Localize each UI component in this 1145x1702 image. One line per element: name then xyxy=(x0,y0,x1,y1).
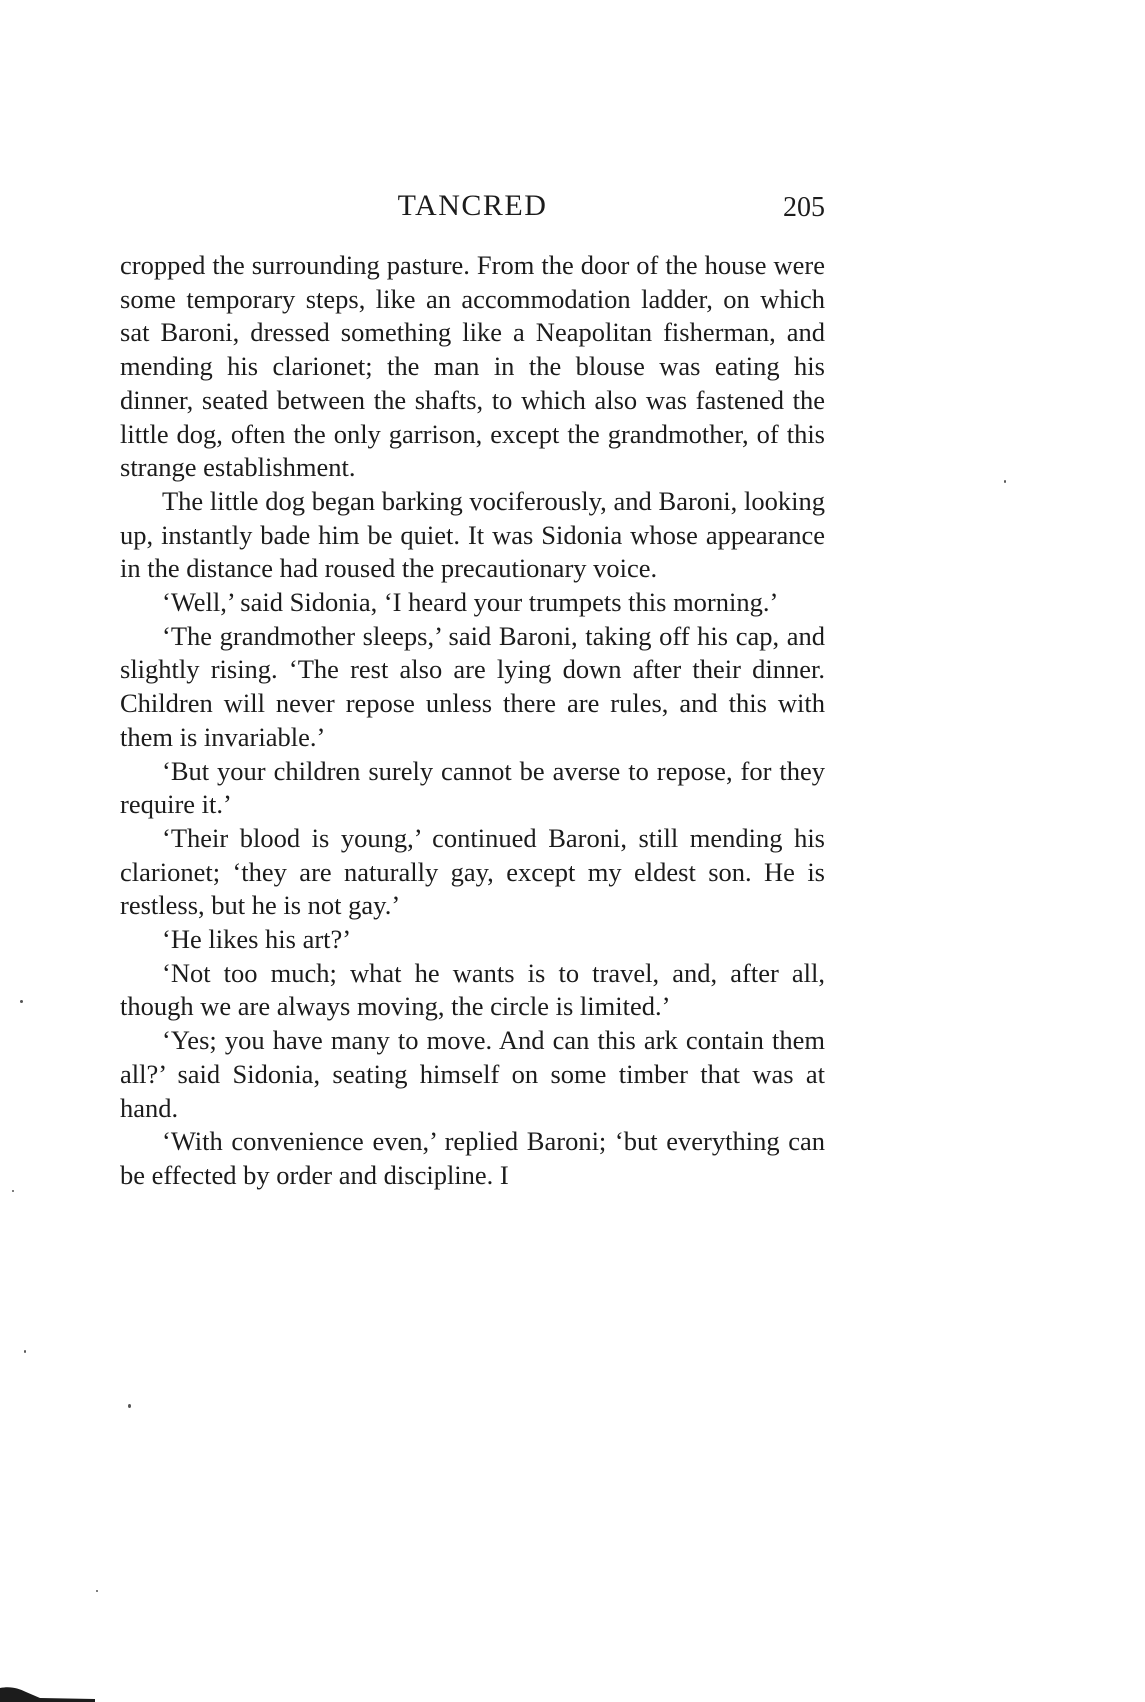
page-number: 205 xyxy=(783,192,825,223)
paragraph: ‘The grandmother sleeps,’ said Baroni, taking off his cap, and slightly rising. ‘The rest also are lying down after their dinner. Children will never repose unless there are rules, and this with them is invariable.’ xyxy=(120,620,825,752)
scan-smudge xyxy=(0,1680,95,1702)
paragraph: The little dog began barking vociferously, and Baroni, looking up, instantly bade him be quiet. It was Sidonia whose appearance in the distance had roused the precautionary voice. xyxy=(120,485,825,584)
paragraph: ‘Their blood is young,’ continued Baroni, still mending his clarionet; ‘they are naturally gay, except my eldest son. He is restless, but he is not gay.’ xyxy=(120,822,825,921)
scan-speck xyxy=(1004,480,1006,483)
running-head xyxy=(120,186,825,226)
running-head-title: TANCRED xyxy=(397,189,548,222)
paragraph: ‘Well,’ said Sidonia, ‘I heard your trumpets this morning.’ xyxy=(162,587,779,618)
paragraph: cropped the surrounding pasture. From the door of the house were some temporary steps, like an accommodation ladder, on which sat Baroni, dressed something like a Neapolitan fisherman, and mending his clarionet; the man in the blouse was eating his dinner, seated between the shafts, to which also was fastened the little dog, often the only garrison, except the grandmother, of this strange establishment. xyxy=(120,250,825,483)
scan-speck xyxy=(20,1000,23,1003)
body-text xyxy=(120,249,825,1193)
paragraph: ‘But your children surely cannot be averse to repose, for they require it.’ xyxy=(120,755,825,820)
scan-speck xyxy=(128,1404,131,1408)
paragraph: ‘He likes his art?’ xyxy=(162,924,352,955)
scan-speck xyxy=(12,1190,14,1192)
paragraph: ‘Yes; you have many to move. And can this ark contain them all?’ said Sidonia, seating himself on some timber that was at hand. xyxy=(120,1025,825,1123)
scan-speck xyxy=(24,1350,26,1353)
paragraph: ‘Not too much; what he wants is to travel, and, after all, though we are always moving, the circle is limited.’ xyxy=(120,957,825,1022)
scan-speck xyxy=(96,1590,98,1592)
paragraph: ‘With convenience even,’ replied Baroni; ‘but everything can be effected by order and discipline. I xyxy=(120,1126,825,1190)
